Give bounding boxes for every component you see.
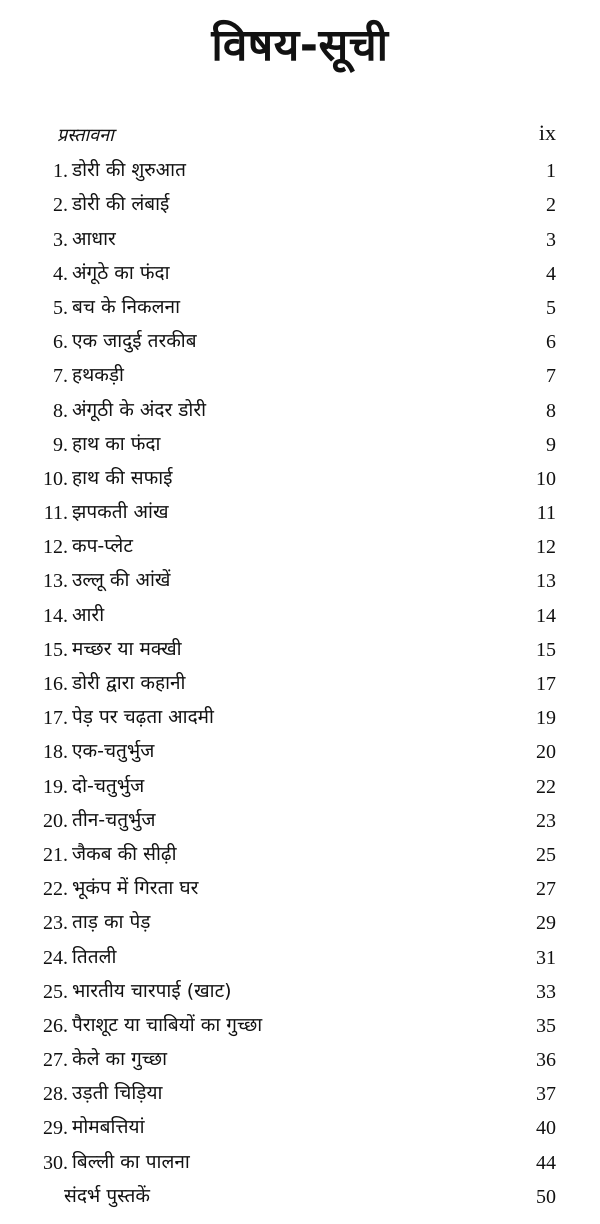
toc-entry-title: जैकब की सीढ़ी — [72, 842, 177, 865]
toc-entry-number: 26. — [43, 1014, 68, 1037]
toc-entry-page: 1 — [546, 160, 556, 183]
toc-entry-page: 5 — [546, 296, 556, 319]
toc-entry-page: 9 — [546, 433, 556, 456]
toc-entry-number: 12. — [43, 536, 68, 559]
toc-entry — [0, 665, 600, 699]
toc-entry-title: झपकती आंख — [72, 501, 169, 524]
toc-entry — [0, 118, 600, 152]
toc-entry — [0, 1007, 600, 1041]
toc-entry-title: हथकड़ी — [72, 364, 124, 387]
toc-entry-number: 6. — [53, 331, 68, 354]
toc-entry-page: ix — [538, 120, 556, 145]
toc-entry-page: 3 — [546, 228, 556, 251]
toc-entry-title: बिल्ली का पालना — [72, 1150, 190, 1173]
toc-entry-number: 20. — [43, 809, 68, 832]
toc-entry-title: भारतीय चारपाई (खाट) — [72, 979, 232, 1002]
toc-entry-title: डोरी की शुरुआत — [72, 159, 186, 182]
toc-entry-number: 14. — [43, 604, 68, 627]
toc-entry — [0, 733, 600, 767]
toc-entry-page: 8 — [546, 399, 556, 422]
toc-entry-title: दो-चतुर्भुज — [72, 774, 145, 797]
toc-entry-number: 7. — [53, 365, 68, 388]
toc-entry-page: 20 — [536, 741, 556, 764]
toc-entry-title: मोमबत्तियां — [72, 1116, 145, 1139]
toc-entry-title: डोरी की लंबाई — [72, 193, 170, 216]
toc-entry-page: 25 — [536, 843, 556, 866]
toc-entry-number: 3. — [53, 228, 68, 251]
toc-entry-page: 2 — [546, 194, 556, 217]
toc-entry — [0, 1144, 600, 1178]
toc-entry-number: 29. — [43, 1117, 68, 1140]
toc-entry-number: 5. — [53, 296, 68, 319]
toc-entry-title: आधार — [72, 227, 116, 250]
toc-entry-number: 19. — [43, 775, 68, 798]
toc-entry-number: 13. — [43, 570, 68, 593]
toc-entry-page: 33 — [536, 980, 556, 1003]
toc-entry-number: 21. — [43, 843, 68, 866]
toc-entry-title: कप-प्लेट — [72, 535, 133, 558]
toc-entry-page: 23 — [536, 809, 556, 832]
toc-entry-page: 22 — [536, 775, 556, 798]
toc-entry-page: 36 — [536, 1049, 556, 1072]
toc-entry — [0, 323, 600, 357]
table-of-contents — [0, 118, 600, 1212]
toc-entry-page: 7 — [546, 365, 556, 388]
toc-entry-page: 11 — [536, 502, 556, 525]
toc-entry — [0, 255, 600, 289]
toc-entry — [0, 152, 600, 186]
toc-entry — [0, 562, 600, 596]
toc-entry-number: 10. — [43, 467, 68, 490]
toc-entry — [0, 973, 600, 1007]
toc-entry-number: 23. — [43, 912, 68, 935]
toc-entry-title: एक-चतुर्भुज — [72, 740, 155, 763]
toc-entry-number: 9. — [53, 433, 68, 456]
toc-entry-number: 18. — [43, 741, 68, 764]
toc-entry-number: 24. — [43, 946, 68, 969]
toc-entry-number: 4. — [53, 262, 68, 285]
toc-entry-page: 4 — [546, 262, 556, 285]
toc-entry-title: तितली — [72, 945, 117, 968]
toc-entry-title: आरी — [72, 603, 105, 626]
toc-entry-title: उल्लू की आंखें — [72, 569, 171, 592]
toc-entry-title: पेड़ पर चढ़ता आदमी — [72, 706, 214, 729]
toc-entry — [0, 357, 600, 391]
toc-entry-title: केले का गुच्छा — [72, 1048, 167, 1071]
toc-entry-title: भूकंप में गिरता घर — [72, 877, 199, 900]
toc-entry — [0, 870, 600, 904]
toc-entry-page: 31 — [536, 946, 556, 969]
toc-entry-page: 50 — [536, 1185, 556, 1208]
toc-entry-page: 15 — [536, 638, 556, 661]
toc-entry-page: 14 — [536, 604, 556, 627]
toc-entry — [0, 392, 600, 426]
toc-entry-title: उड़ती चिड़िया — [72, 1082, 163, 1105]
toc-entry-number: 8. — [53, 399, 68, 422]
toc-entry-number: 17. — [43, 707, 68, 730]
toc-entry — [0, 1178, 600, 1212]
toc-entry-title: एक जादुई तरकीब — [72, 330, 197, 353]
toc-entry-title: प्रस्तावना — [57, 125, 114, 146]
toc-entry-number: 30. — [43, 1151, 68, 1174]
toc-entry-page: 10 — [536, 467, 556, 490]
page-title: विषय-सूची — [211, 20, 389, 71]
toc-entry — [0, 597, 600, 631]
toc-entry-number: 16. — [43, 673, 68, 695]
toc-entry-number: 1. — [53, 160, 68, 183]
toc-entry-page: 40 — [536, 1117, 556, 1140]
toc-entry-number: 25. — [43, 980, 68, 1003]
toc-entry — [0, 904, 600, 938]
toc-entry-page: 19 — [536, 707, 556, 730]
toc-entry-number: 15. — [43, 638, 68, 661]
toc-entry — [0, 528, 600, 562]
toc-entry-title: मच्छर या मक्खी — [72, 637, 182, 660]
toc-entry — [0, 1109, 600, 1143]
toc-entry — [0, 186, 600, 220]
toc-entry — [0, 1075, 600, 1109]
toc-entry — [0, 221, 600, 255]
toc-entry-page: 13 — [536, 570, 556, 593]
toc-entry-number: 11. — [43, 502, 68, 525]
toc-entry — [0, 802, 600, 836]
toc-entry-title: बच के निकलना — [72, 295, 180, 318]
toc-entry-number: 2. — [53, 194, 68, 217]
toc-entry — [0, 699, 600, 733]
toc-entry — [0, 836, 600, 870]
toc-entry — [0, 768, 600, 802]
toc-entry-title: हाथ की सफाई — [72, 466, 173, 489]
toc-entry-page: 29 — [536, 912, 556, 935]
toc-entry — [0, 289, 600, 323]
toc-entry-page: 6 — [546, 331, 556, 354]
toc-entry-page: 27 — [536, 878, 556, 901]
toc-entry-page: 44 — [536, 1151, 556, 1174]
toc-entry-title: पैराशूट या चाबियों का गुच्छा — [72, 1013, 263, 1036]
toc-entry-number: 28. — [43, 1083, 68, 1106]
toc-entry — [0, 426, 600, 460]
toc-entry — [0, 939, 600, 973]
toc-entry-title: ताड़ का पेड़ — [72, 911, 151, 934]
toc-entry-title: अंगूठे का फंदा — [72, 261, 170, 284]
toc-entry — [0, 494, 600, 528]
toc-entry — [0, 631, 600, 665]
toc-entry-page: 12 — [536, 536, 556, 559]
toc-entry-title: संदर्भ पुस्तकें — [64, 1184, 150, 1207]
toc-entry-number: 27. — [43, 1049, 68, 1072]
toc-entry-title: अंगूठी के अंदर डोरी — [72, 398, 207, 421]
toc-entry — [0, 460, 600, 494]
toc-entry-title: हाथ का फंदा — [72, 432, 161, 455]
toc-entry-page: 17 — [536, 673, 556, 695]
toc-entry — [0, 1041, 600, 1075]
toc-entry-title: तीन-चतुर्भुज — [72, 808, 156, 831]
toc-entry-page: 37 — [536, 1083, 556, 1106]
toc-entry-page: 35 — [536, 1014, 556, 1037]
toc-entry-number: 22. — [43, 878, 68, 901]
toc-entry-title: डोरी द्वारा कहानी — [72, 672, 186, 694]
